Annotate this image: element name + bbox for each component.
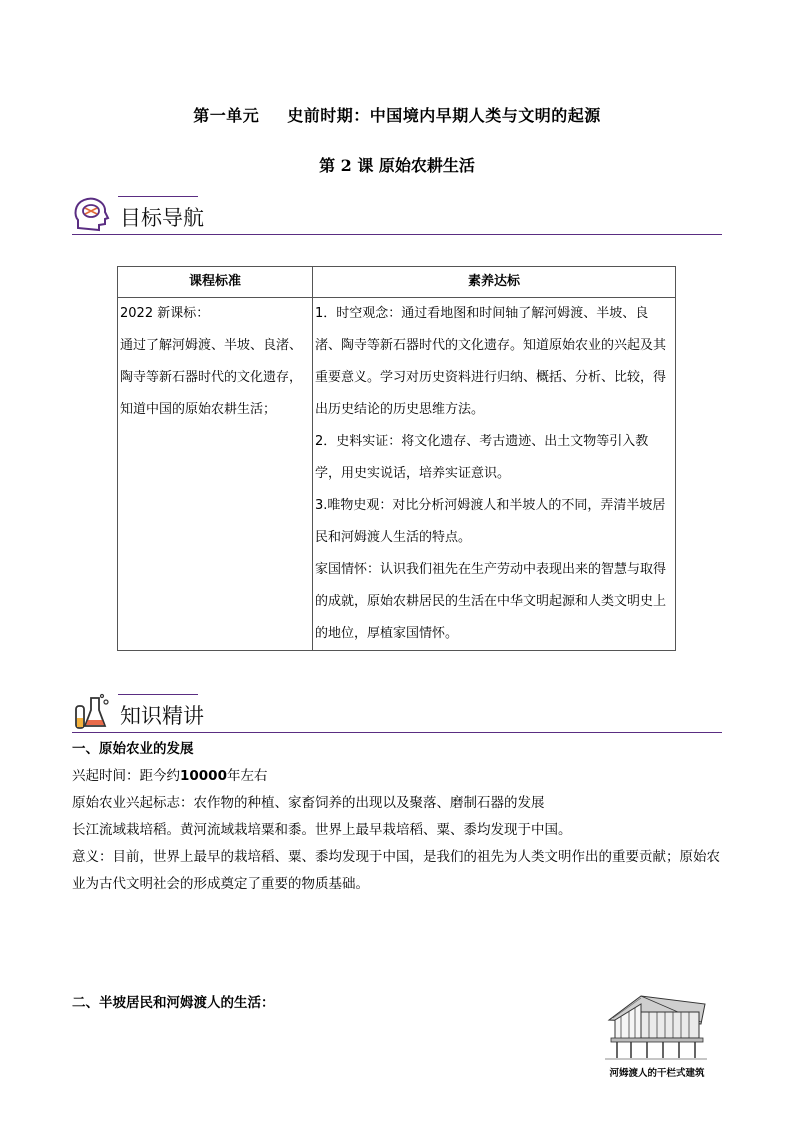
rise-time-value: 10000 bbox=[180, 768, 227, 784]
crops-line: 长江流域栽培稻。黄河流域栽培粟和黍。世界上最早栽培稻、粟、黍均发现于中国。 bbox=[72, 822, 572, 838]
lesson-title: 第 2 课 原始农耕生活 bbox=[319, 156, 475, 175]
knowledge-body bbox=[72, 736, 724, 898]
standard-line: 通过了解河姆渡、半坡、良渚、陶寺等新石器时代的文化遗存，知道中国的原始农耕生活； bbox=[120, 338, 303, 417]
literacy-item: 家国情怀：认识我们祖先在生产劳动中表现出来的智慧与取得的成就，原始农耕居民的生活在中华文明起源和人类文明史上的地位，厚植家国情怀。 bbox=[315, 562, 667, 641]
agriculture-marker-line: 原始农业兴起标志：农作物的种植、家畜饲养的出现以及聚落、磨制石器的发展 bbox=[72, 795, 545, 811]
stilt-house-figure bbox=[601, 990, 711, 1082]
knowledge-heading-2: 二、半坡居民和河姆渡人的生活： bbox=[72, 995, 275, 1011]
figure-caption: 河姆渡人的干栏式建筑 bbox=[609, 1068, 705, 1079]
table-row bbox=[118, 298, 676, 651]
rise-time-line bbox=[72, 763, 724, 790]
literacy-item: 3.唯物史观：对比分析河姆渡人和半坡人的不同，弄清半坡居民和河姆渡人生活的特点。 bbox=[315, 498, 666, 545]
rise-time-label: 兴起时间：距今约 bbox=[72, 768, 180, 784]
significance-line: 意义：目前，世界上最早的栽培稻、粟、黍均发现于中国，是我们的祖先为人类文明作出的重要贡献；原始农业为古代文明社会的形成奠定了重要的物质基础。 bbox=[72, 849, 720, 892]
header-top-rule bbox=[118, 196, 198, 197]
standard-line: 2022 新课标： bbox=[120, 306, 210, 321]
unit-title bbox=[0, 103, 794, 126]
table-cell-standard bbox=[118, 298, 313, 651]
table-cell-literacy bbox=[313, 298, 676, 651]
rise-time-suffix: 年左右 bbox=[226, 768, 268, 784]
unit-title-part2: 史前时期：中国境内早期人类与文明的起源 bbox=[287, 106, 601, 125]
standards-table bbox=[117, 266, 676, 651]
section-heading-goals: 目标导航 bbox=[120, 206, 204, 230]
table-header-standard: 课程标准 bbox=[118, 267, 313, 298]
lab-flask-icon bbox=[72, 692, 112, 732]
header-bottom-rule bbox=[72, 234, 722, 235]
literacy-item: 1．时空观念：通过看地图和时间轴了解河姆渡、半坡、良渚、陶寺等新石器时代的文化遗存。知道原始农业的兴起及其重要意义。学习对历史资料进行归纳、概括、分析、比较，得出历史结论的历史思维方法。 bbox=[315, 306, 667, 417]
knowledge-heading-1: 一、原始农业的发展 bbox=[72, 741, 194, 757]
table-header-row bbox=[118, 267, 676, 298]
section-heading-knowledge: 知识精讲 bbox=[120, 704, 204, 728]
header-top-rule bbox=[118, 694, 198, 695]
table-header-literacy: 素养达标 bbox=[313, 267, 676, 298]
literacy-item: 2．史料实证：将文化遗存、考古遗迹、出土文物等引入教学，用史实说话，培养实证意识。 bbox=[315, 434, 649, 481]
brain-head-icon bbox=[72, 194, 112, 234]
header-bottom-rule bbox=[72, 732, 722, 733]
unit-title-part1: 第一单元 bbox=[193, 106, 260, 125]
section-header-goals bbox=[72, 196, 722, 246]
stilt-house-illustration bbox=[601, 990, 711, 1062]
